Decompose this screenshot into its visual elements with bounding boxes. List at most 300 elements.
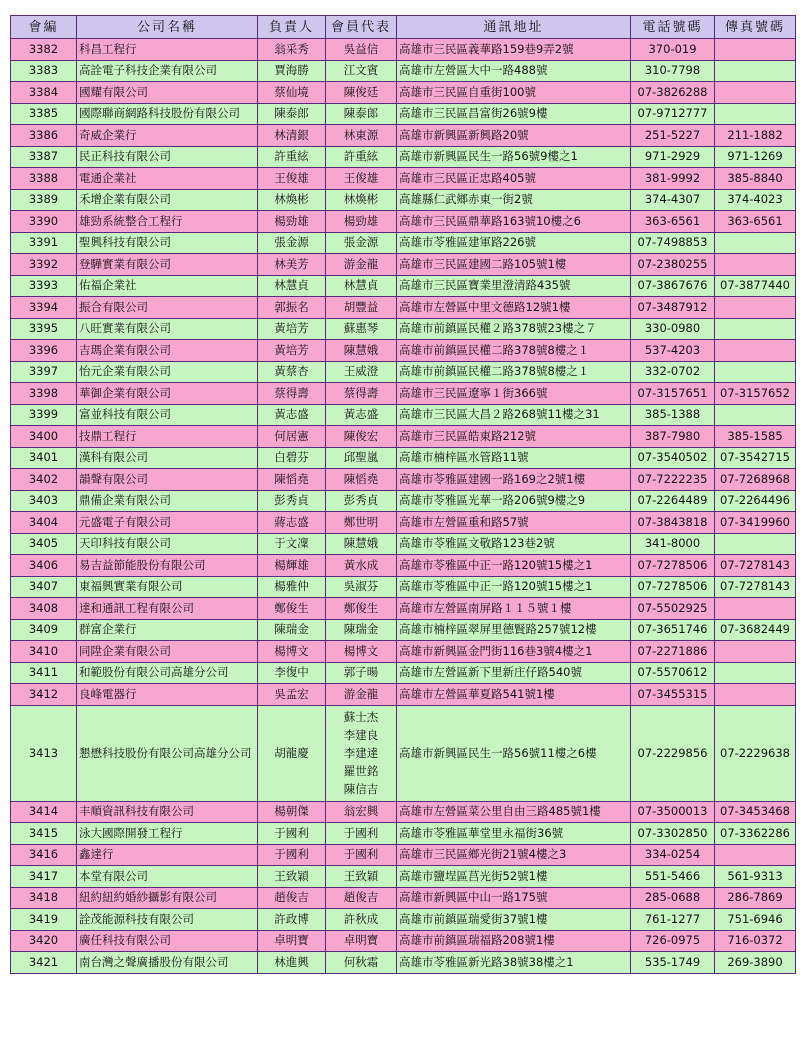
responsible-person-cell: 鄭俊生 [258, 598, 326, 620]
representative-cell [326, 189, 397, 211]
company-name-cell: 技鼎工程行 [77, 426, 258, 448]
responsible-person-cell: 胡龍慶 [258, 705, 326, 801]
address-cell: 高雄市三民區建國二路105號1樓 [397, 254, 631, 276]
representative-cell [326, 512, 397, 534]
fax-cell [715, 60, 796, 82]
company-name-cell: 達和通訊工程有限公司 [77, 598, 258, 620]
representative-cell [326, 103, 397, 125]
company-name-cell: 漢科有限公司 [77, 447, 258, 469]
company-name-cell: 元盛電子有限公司 [77, 512, 258, 534]
header-responsible: 負責人 [258, 16, 326, 39]
header-member-id: 會編 [11, 16, 77, 39]
representative-name: 陳泰郎 [343, 106, 379, 121]
address-cell: 高雄市左營區南屏路１１５號１樓 [397, 598, 631, 620]
representative-name: 何秋霜 [343, 954, 379, 969]
telephone-cell: 726-0975 [631, 930, 715, 952]
representative-cell [326, 469, 397, 491]
table-row [11, 887, 796, 909]
address-cell: 高雄市三民區大昌２路268號11樓之31 [397, 404, 631, 426]
telephone-cell: 07-7222235 [631, 469, 715, 491]
responsible-person-cell: 許重絃 [258, 146, 326, 168]
telephone-cell: 07-7278506 [631, 576, 715, 598]
telephone-cell: 334-0254 [631, 844, 715, 866]
responsible-person-cell: 陳泰郎 [258, 103, 326, 125]
representative-name: 吳益信 [343, 41, 379, 56]
telephone-cell: 07-5502925 [631, 598, 715, 620]
responsible-person-cell: 林煥彬 [258, 189, 326, 211]
table-row [11, 275, 796, 297]
responsible-person-cell: 黃蔡杏 [258, 361, 326, 383]
responsible-person-cell: 翁采秀 [258, 39, 326, 61]
member-id-cell: 3394 [11, 297, 77, 319]
table-row [11, 168, 796, 190]
fax-cell: 751-6946 [715, 909, 796, 931]
company-name-cell: 韻聲有限公司 [77, 469, 258, 491]
table-row [11, 801, 796, 823]
company-name-cell: 東福興實業有限公司 [77, 576, 258, 598]
representative-name: 邱聖嵐 [343, 450, 379, 465]
telephone-cell: 385-1388 [631, 404, 715, 426]
representative-name: 黃水成 [343, 557, 379, 572]
fax-cell: 385-1585 [715, 426, 796, 448]
responsible-person-cell: 蔡得壽 [258, 383, 326, 405]
fax-cell: 374-4023 [715, 189, 796, 211]
address-cell: 高雄市前鎮區瑞愛街37號1樓 [397, 909, 631, 931]
company-name-cell: 高詮電子科技企業有限公司 [77, 60, 258, 82]
table-row [11, 512, 796, 534]
representative-name: 李建良 [343, 728, 379, 742]
member-id-cell: 3408 [11, 598, 77, 620]
member-id-cell: 3420 [11, 930, 77, 952]
table-row [11, 576, 796, 598]
representative-cell [326, 952, 397, 974]
fax-cell [715, 340, 796, 362]
address-cell: 高雄市新興區金門街116巷3號4樓之1 [397, 641, 631, 663]
member-id-cell: 3393 [11, 275, 77, 297]
fax-cell: 07-3682449 [715, 619, 796, 641]
responsible-person-cell: 郭振名 [258, 297, 326, 319]
fax-cell [715, 844, 796, 866]
telephone-cell: 381-9992 [631, 168, 715, 190]
representative-name: 趙俊吉 [343, 890, 379, 905]
telephone-cell: 07-3867676 [631, 275, 715, 297]
representative-name: 陳信吉 [343, 782, 379, 796]
representative-cell [326, 82, 397, 104]
address-cell: 高雄市鹽埕區莒光街52號1樓 [397, 866, 631, 888]
representative-name: 卓明寶 [343, 933, 379, 948]
address-cell: 高雄市左營區華夏路541號1樓 [397, 684, 631, 706]
representative-cell [326, 340, 397, 362]
member-id-cell: 3410 [11, 641, 77, 663]
table-row [11, 866, 796, 888]
table-row [11, 232, 796, 254]
representative-cell [326, 598, 397, 620]
member-id-cell: 3386 [11, 125, 77, 147]
roster-body [11, 39, 796, 974]
telephone-cell: 07-2380255 [631, 254, 715, 276]
representative-cell [326, 705, 397, 801]
fax-cell [715, 598, 796, 620]
telephone-cell: 07-2264489 [631, 490, 715, 512]
representative-cell [326, 426, 397, 448]
member-id-cell: 3399 [11, 404, 77, 426]
address-cell: 高雄市苓雅區建軍路226號 [397, 232, 631, 254]
telephone-cell: 07-2229856 [631, 705, 715, 801]
member-id-cell: 3412 [11, 684, 77, 706]
representative-name: 林東源 [343, 127, 379, 142]
table-row [11, 930, 796, 952]
member-id-cell: 3416 [11, 844, 77, 866]
responsible-person-cell: 黃志盛 [258, 404, 326, 426]
header-telephone: 電話號碼 [631, 16, 715, 39]
representative-name: 鄭俊生 [343, 600, 379, 615]
table-row [11, 254, 796, 276]
representative-cell [326, 297, 397, 319]
company-name-cell: 廣任科技有限公司 [77, 930, 258, 952]
fax-cell: 385-8840 [715, 168, 796, 190]
representative-name: 林煥彬 [343, 192, 379, 207]
address-cell: 高雄市楠梓區翠屏里德賢路257號12樓 [397, 619, 631, 641]
fax-cell: 286-7869 [715, 887, 796, 909]
company-name-cell: 振合有限公司 [77, 297, 258, 319]
header-fax: 傳真號碼 [715, 16, 796, 39]
member-id-cell: 3382 [11, 39, 77, 61]
fax-cell: 07-2229638 [715, 705, 796, 801]
representative-cell [326, 930, 397, 952]
address-cell: 高雄市三民區遼寧１街366號 [397, 383, 631, 405]
header-address: 通訊地址 [397, 16, 631, 39]
address-cell: 高雄市新興區民生一路56號11樓之6樓 [397, 705, 631, 801]
company-name-cell: 富並科技有限公司 [77, 404, 258, 426]
company-name-cell: 良峰電器行 [77, 684, 258, 706]
fax-cell [715, 662, 796, 684]
representative-name: 王俊雄 [343, 170, 379, 185]
responsible-person-cell: 于文凜 [258, 533, 326, 555]
responsible-person-cell: 楊雅仲 [258, 576, 326, 598]
table-row [11, 211, 796, 233]
telephone-cell: 07-3500013 [631, 801, 715, 823]
member-id-cell: 3397 [11, 361, 77, 383]
company-name-cell: 南台灣之聲廣播股份有限公司 [77, 952, 258, 974]
representative-name: 彭秀貞 [343, 493, 379, 508]
representative-cell [326, 383, 397, 405]
telephone-cell: 370-019 [631, 39, 715, 61]
responsible-person-cell: 楊輝雄 [258, 555, 326, 577]
company-name-cell: 華御企業有限公司 [77, 383, 258, 405]
table-row [11, 426, 796, 448]
address-cell: 高雄市三民區皓東路212號 [397, 426, 631, 448]
fax-cell [715, 82, 796, 104]
fax-cell [715, 39, 796, 61]
telephone-cell: 374-4307 [631, 189, 715, 211]
member-id-cell: 3417 [11, 866, 77, 888]
table-row [11, 340, 796, 362]
header-row [11, 16, 796, 39]
responsible-person-cell: 趙俊吉 [258, 887, 326, 909]
fax-cell: 07-3542715 [715, 447, 796, 469]
table-row [11, 684, 796, 706]
table-row [11, 146, 796, 168]
fax-cell: 07-7278143 [715, 555, 796, 577]
company-name-cell: 八旺實業有限公司 [77, 318, 258, 340]
member-id-cell: 3385 [11, 103, 77, 125]
fax-cell: 07-3419960 [715, 512, 796, 534]
telephone-cell: 07-2271886 [631, 641, 715, 663]
responsible-person-cell: 蔡仙境 [258, 82, 326, 104]
member-id-cell: 3392 [11, 254, 77, 276]
representative-cell [326, 168, 397, 190]
table-row [11, 490, 796, 512]
representative-name: 蘇士杰 [343, 710, 379, 724]
telephone-cell: 07-3302850 [631, 823, 715, 845]
table-row [11, 318, 796, 340]
responsible-person-cell: 吳孟宏 [258, 684, 326, 706]
address-cell: 高雄市三民區自重街100號 [397, 82, 631, 104]
representative-name: 羅世銘 [343, 764, 379, 778]
representative-cell [326, 125, 397, 147]
company-name-cell: 群富企業行 [77, 619, 258, 641]
representative-cell [326, 533, 397, 555]
company-name-cell: 易吉益節能股份有限公司 [77, 555, 258, 577]
representative-cell [326, 801, 397, 823]
fax-cell: 07-3877440 [715, 275, 796, 297]
address-cell: 高雄市三民區鄉光街21號4樓之3 [397, 844, 631, 866]
telephone-cell: 251-5227 [631, 125, 715, 147]
table-row [11, 404, 796, 426]
representative-name: 于國利 [343, 847, 379, 862]
representative-name: 林慧貞 [343, 278, 379, 293]
company-name-cell: 天印科技有限公司 [77, 533, 258, 555]
telephone-cell: 330-0980 [631, 318, 715, 340]
responsible-person-cell: 白碧芬 [258, 447, 326, 469]
company-name-cell: 同陞企業有限公司 [77, 641, 258, 663]
telephone-cell: 07-3540502 [631, 447, 715, 469]
company-name-cell: 紐約紐約婚紗攝影有限公司 [77, 887, 258, 909]
member-id-cell: 3411 [11, 662, 77, 684]
member-id-cell: 3388 [11, 168, 77, 190]
company-name-cell: 詮茂能源科技有限公司 [77, 909, 258, 931]
table-row [11, 705, 796, 801]
telephone-cell: 07-3843818 [631, 512, 715, 534]
member-id-cell: 3389 [11, 189, 77, 211]
representative-name: 陳俊宏 [343, 428, 379, 443]
representative-name: 楊博文 [343, 643, 379, 658]
address-cell: 高雄市苓雅區新光路38號38樓之1 [397, 952, 631, 974]
representative-cell [326, 684, 397, 706]
member-id-cell: 3404 [11, 512, 77, 534]
table-row [11, 361, 796, 383]
fax-cell: 07-3157652 [715, 383, 796, 405]
representative-name: 蘇惠琴 [343, 321, 379, 336]
responsible-person-cell: 林美芳 [258, 254, 326, 276]
representative-name: 游金龍 [343, 256, 379, 271]
header-company-name: 公司名稱 [77, 16, 258, 39]
representative-cell [326, 39, 397, 61]
fax-cell: 211-1882 [715, 125, 796, 147]
fax-cell: 07-3453468 [715, 801, 796, 823]
representative-cell [326, 909, 397, 931]
company-name-cell: 吉瑪企業有限公司 [77, 340, 258, 362]
table-row [11, 641, 796, 663]
fax-cell: 269-3890 [715, 952, 796, 974]
representative-name: 吳淑芬 [343, 579, 379, 594]
company-name-cell: 奇威企業行 [77, 125, 258, 147]
member-id-cell: 3409 [11, 619, 77, 641]
table-row [11, 383, 796, 405]
table-row [11, 469, 796, 491]
member-id-cell: 3414 [11, 801, 77, 823]
member-id-cell: 3387 [11, 146, 77, 168]
telephone-cell: 07-3157651 [631, 383, 715, 405]
address-cell: 高雄市三民區寶業里澄清路435號 [397, 275, 631, 297]
address-cell: 高雄市左營區新下里新庄仔路540號 [397, 662, 631, 684]
representative-cell [326, 641, 397, 663]
representative-name: 陳慆堯 [343, 471, 379, 486]
representative-cell [326, 887, 397, 909]
address-cell: 高雄市苓雅區中正一路120號15樓之1 [397, 555, 631, 577]
table-row [11, 555, 796, 577]
address-cell: 高雄市苓雅區中正一路120號15樓之1 [397, 576, 631, 598]
responsible-person-cell: 林清銀 [258, 125, 326, 147]
member-id-cell: 3415 [11, 823, 77, 845]
representative-cell [326, 823, 397, 845]
company-name-cell: 民正科技有限公司 [77, 146, 258, 168]
address-cell: 高雄市新興區中山一路175號 [397, 887, 631, 909]
table-row [11, 60, 796, 82]
telephone-cell: 07-3455315 [631, 684, 715, 706]
member-id-cell: 3395 [11, 318, 77, 340]
representative-name: 翁宏興 [343, 804, 379, 819]
member-id-cell: 3398 [11, 383, 77, 405]
member-roster-table [10, 15, 796, 974]
fax-cell: 07-7278143 [715, 576, 796, 598]
company-name-cell: 佑福企業社 [77, 275, 258, 297]
address-cell: 高雄市前鎮區瑞福路208號1樓 [397, 930, 631, 952]
telephone-cell: 07-7278506 [631, 555, 715, 577]
responsible-person-cell: 林慧貞 [258, 275, 326, 297]
representative-name: 陳慧娥 [343, 342, 379, 357]
responsible-person-cell: 張金源 [258, 232, 326, 254]
table-row [11, 952, 796, 974]
fax-cell [715, 404, 796, 426]
representative-name: 許重絃 [343, 149, 379, 164]
table-row [11, 82, 796, 104]
address-cell: 高雄市前鎮區民權２路378號23樓之７ [397, 318, 631, 340]
responsible-person-cell: 楊博文 [258, 641, 326, 663]
header-representative: 會員代表 [326, 16, 397, 39]
telephone-cell: 07-5570612 [631, 662, 715, 684]
representative-cell [326, 211, 397, 233]
table-row [11, 909, 796, 931]
fax-cell [715, 533, 796, 555]
table-row [11, 297, 796, 319]
fax-cell: 07-3362286 [715, 823, 796, 845]
representative-cell [326, 232, 397, 254]
company-name-cell: 鼎備企業有限公司 [77, 490, 258, 512]
member-id-cell: 3421 [11, 952, 77, 974]
responsible-person-cell: 黃培芳 [258, 340, 326, 362]
member-id-cell: 3390 [11, 211, 77, 233]
representative-name: 游金龍 [343, 686, 379, 701]
representative-cell [326, 404, 397, 426]
responsible-person-cell: 陳瑞金 [258, 619, 326, 641]
company-name-cell: 登驊實業有限公司 [77, 254, 258, 276]
responsible-person-cell: 卓明寶 [258, 930, 326, 952]
telephone-cell: 332-0702 [631, 361, 715, 383]
telephone-cell: 310-7798 [631, 60, 715, 82]
address-cell: 高雄市左營區中里文德路12號1樓 [397, 297, 631, 319]
representative-cell [326, 662, 397, 684]
member-id-cell: 3396 [11, 340, 77, 362]
member-id-cell: 3402 [11, 469, 77, 491]
responsible-person-cell: 黃培芳 [258, 318, 326, 340]
responsible-person-cell: 于國利 [258, 823, 326, 845]
telephone-cell: 971-2929 [631, 146, 715, 168]
representative-cell [326, 447, 397, 469]
table-row [11, 39, 796, 61]
responsible-person-cell: 何居憲 [258, 426, 326, 448]
member-id-cell: 3401 [11, 447, 77, 469]
company-name-cell: 和範股份有限公司高雄分公司 [77, 662, 258, 684]
address-cell: 高雄市新興區民生一路56號9樓之1 [397, 146, 631, 168]
representative-name: 李建達 [343, 746, 379, 760]
responsible-person-cell: 李復中 [258, 662, 326, 684]
address-cell: 高雄市三民區義華路159巷9弄2號 [397, 39, 631, 61]
representative-name: 黃志盛 [343, 407, 379, 422]
representative-cell [326, 866, 397, 888]
company-name-cell: 國際聯商網路科技股份有限公司 [77, 103, 258, 125]
address-cell: 高雄市左營區菜公里自由三路485號1樓 [397, 801, 631, 823]
fax-cell [715, 318, 796, 340]
fax-cell [715, 254, 796, 276]
telephone-cell: 285-0688 [631, 887, 715, 909]
telephone-cell: 761-1277 [631, 909, 715, 931]
responsible-person-cell: 賈海勝 [258, 60, 326, 82]
address-cell: 高雄市三民區昌富街26號9樓 [397, 103, 631, 125]
responsible-person-cell: 楊勁雄 [258, 211, 326, 233]
company-name-cell: 國耀有限公司 [77, 82, 258, 104]
representative-cell [326, 490, 397, 512]
responsible-person-cell: 林進興 [258, 952, 326, 974]
telephone-cell: 341-8000 [631, 533, 715, 555]
company-name-cell: 雄勁系統整合工程行 [77, 211, 258, 233]
fax-cell: 971-1269 [715, 146, 796, 168]
address-cell: 高雄市苓雅區文敬路123巷2號 [397, 533, 631, 555]
telephone-cell: 07-9712777 [631, 103, 715, 125]
fax-cell: 07-2264496 [715, 490, 796, 512]
address-cell: 高雄市前鎮區民權二路378號8樓之１ [397, 361, 631, 383]
company-name-cell: 鑫達行 [77, 844, 258, 866]
representative-name: 陳慧娥 [343, 536, 379, 551]
member-id-cell: 3383 [11, 60, 77, 82]
representative-cell [326, 146, 397, 168]
responsible-person-cell: 楊朝傑 [258, 801, 326, 823]
company-name-cell: 怡元企業有限公司 [77, 361, 258, 383]
address-cell: 高雄市前鎮區民權二路378號8樓之１ [397, 340, 631, 362]
address-cell: 高雄市三民區正忠路405號 [397, 168, 631, 190]
member-id-cell: 3400 [11, 426, 77, 448]
responsible-person-cell: 彭秀貞 [258, 490, 326, 512]
telephone-cell: 07-7498853 [631, 232, 715, 254]
responsible-person-cell: 陳慆堯 [258, 469, 326, 491]
fax-cell [715, 297, 796, 319]
telephone-cell: 07-3487912 [631, 297, 715, 319]
table-row [11, 189, 796, 211]
representative-name: 張金源 [343, 235, 379, 250]
representative-name: 王致穎 [343, 868, 379, 883]
company-name-cell: 懇懋科技股份有限公司高雄分公司 [77, 705, 258, 801]
telephone-cell: 537-4203 [631, 340, 715, 362]
